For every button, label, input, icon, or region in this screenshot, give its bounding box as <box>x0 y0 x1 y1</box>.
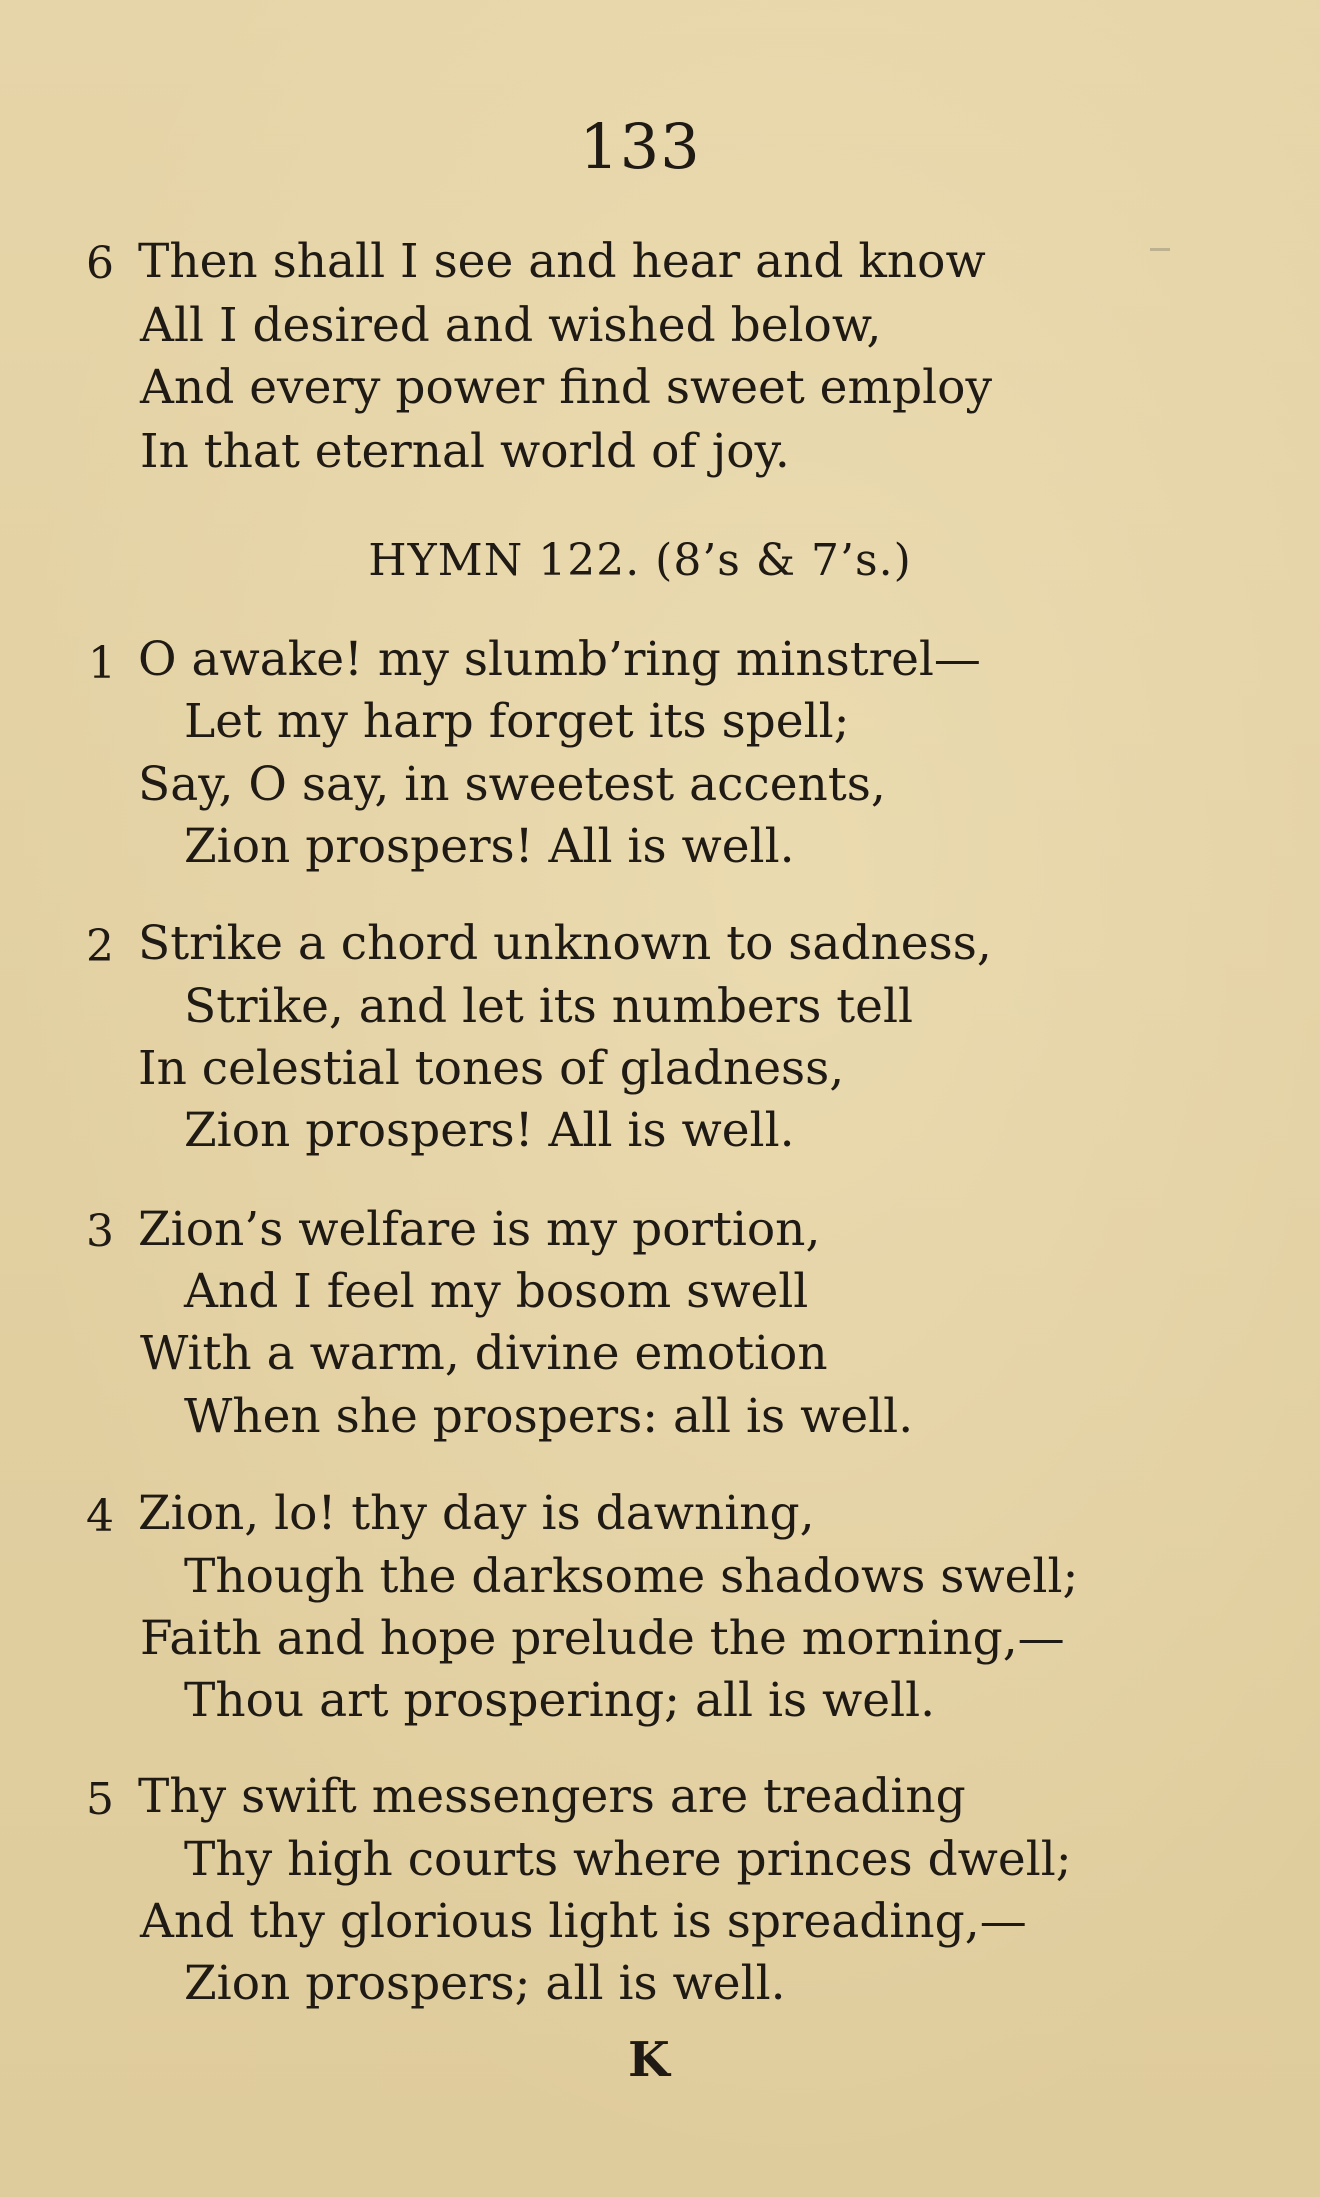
verse-number: 6 <box>86 238 114 289</box>
verse-line: Then shall I see and hear and know <box>138 234 986 289</box>
margin-mark <box>1150 248 1170 251</box>
verse-line: Faith and hope prelude the morning,— <box>140 1611 1065 1666</box>
verse-line: Let my harp forget its spell; <box>184 694 850 749</box>
verse-line: Thou art prospering; all is well. <box>184 1673 936 1728</box>
verse-line: Strike a chord unknown to sadness, <box>138 916 992 971</box>
verse-line: Thy swift messengers are treading <box>138 1769 966 1824</box>
verse-number: 5 <box>86 1774 114 1825</box>
verse-line: O awake! my slumb’ring minstrel— <box>138 632 981 687</box>
verse-line: With a warm, divine emotion <box>140 1326 828 1381</box>
verse-line: In celestial tones of gladness, <box>138 1041 845 1096</box>
verse-line: And thy glorious light is spreading,— <box>140 1894 1027 1949</box>
hymn-heading: HYMN 122. (8’s & 7’s.) <box>368 535 912 586</box>
verse-number: 4 <box>86 1491 114 1542</box>
verse-number: 2 <box>86 921 114 972</box>
signature-mark: K <box>628 2032 670 2088</box>
verse-number: 3 <box>86 1206 114 1257</box>
verse-line: When she prospers: all is well. <box>184 1389 914 1444</box>
verse-line: Zion’s welfare is my portion, <box>138 1202 821 1257</box>
verse-line: In that eternal world of joy. <box>140 424 790 479</box>
verse-line: Strike, and let its numbers tell <box>184 979 914 1034</box>
verse-number: 1 <box>88 638 116 689</box>
page-number: 133 <box>579 110 701 183</box>
verse-line: Zion prospers! All is well. <box>184 1103 795 1158</box>
verse-line: Thy high courts where princes dwell; <box>184 1832 1072 1887</box>
verse-line: Say, O say, in sweetest accents, <box>138 757 886 812</box>
verse-line: And every power find sweet employ <box>140 360 993 415</box>
verse-line: Though the darksome shadows swell; <box>184 1549 1079 1604</box>
verse-line: All I desired and wished below, <box>140 298 882 353</box>
verse-line: Zion, lo! thy day is dawning, <box>138 1486 815 1541</box>
verse-line: Zion prospers! All is well. <box>184 819 795 874</box>
verse-line: Zion prospers; all is well. <box>184 1956 786 2011</box>
verse-line: And I feel my bosom swell <box>184 1264 809 1319</box>
